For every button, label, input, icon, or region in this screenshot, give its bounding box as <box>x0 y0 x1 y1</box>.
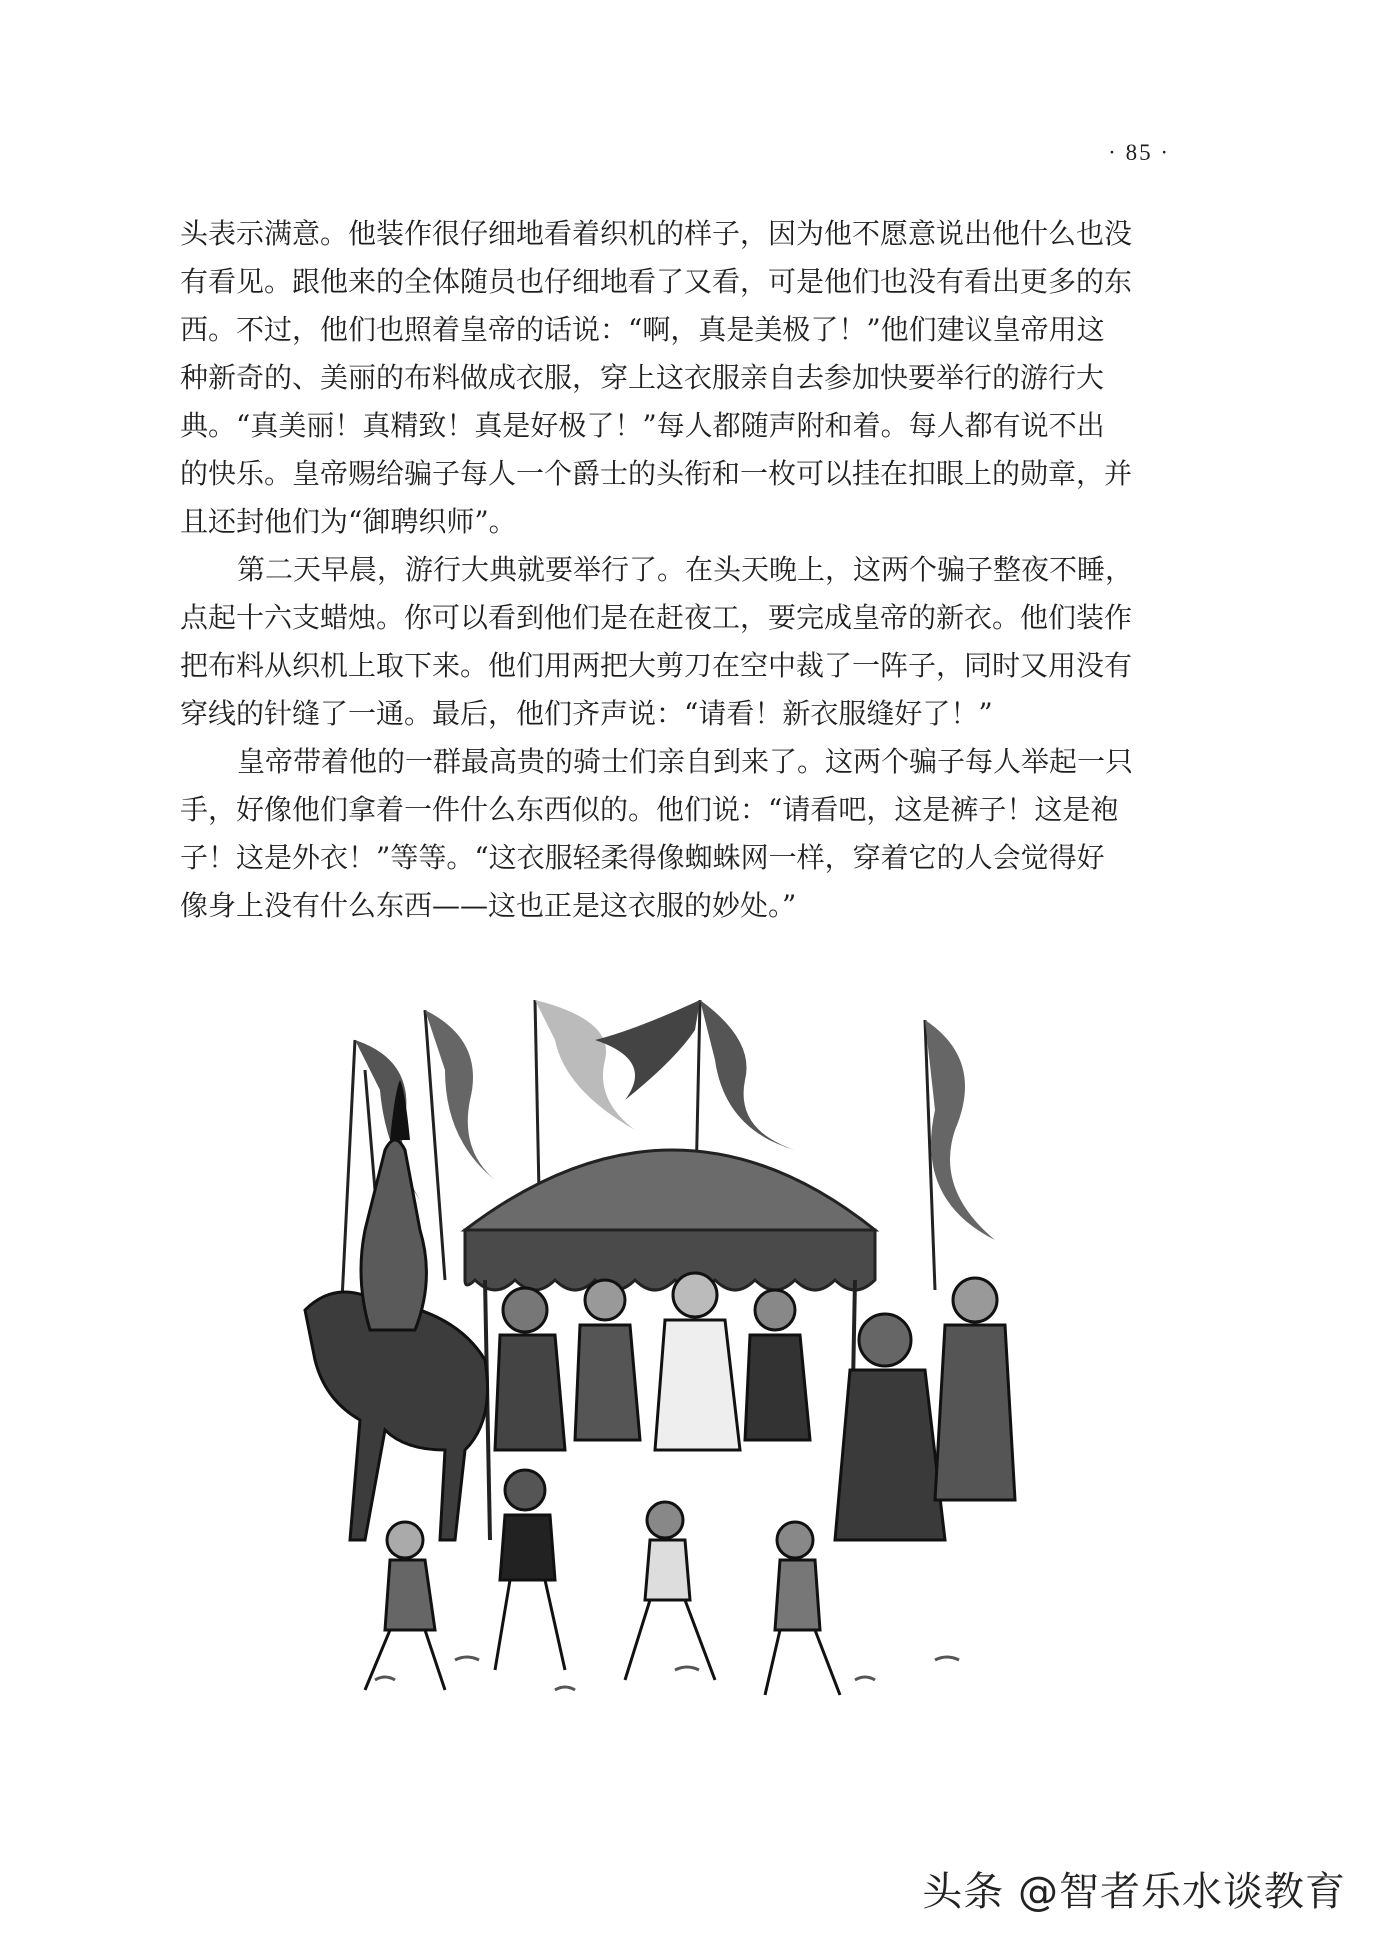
crowd-head <box>673 1273 717 1317</box>
banner <box>700 1000 795 1150</box>
watermark: 头条 @智者乐水谈教育 <box>922 1869 1346 1915</box>
banner <box>535 1000 635 1130</box>
text-line: 有看见。跟他来的全体随员也仔细地看了又看，可是他们也没有看出更多的东 <box>180 265 1133 298</box>
text-line: 穿线的针缝了一通。最后，他们齐声说：“请看！新衣服缝好了！” <box>180 697 993 730</box>
canopy-fringe <box>465 1230 875 1290</box>
crowd-head <box>503 1288 547 1332</box>
crowd-body <box>935 1325 1015 1500</box>
crowd-body <box>655 1320 740 1450</box>
crowd-body <box>495 1335 565 1450</box>
crowd-head <box>953 1278 997 1322</box>
crowd-head <box>859 1314 911 1366</box>
crowd-body <box>835 1370 945 1540</box>
body-text <box>180 210 1180 930</box>
parade-illustration <box>295 980 1055 1710</box>
text-line: 子！这是外衣！”等等。“这衣服轻柔得像蜘蛛网一样，穿着它的人会觉得好 <box>180 841 1105 874</box>
text-line: 的快乐。皇帝赐给骗子每人一个爵士的头衔和一枚可以挂在扣眼上的勋章，并 <box>180 457 1133 490</box>
text-line: 皇帝带着他的一群最高贵的骑士们亲自到来了。这两个骗子每人举起一只 <box>237 745 1134 778</box>
banner <box>595 1000 700 1100</box>
text-line: 头表示满意。他装作很仔细地看着织机的样子，因为他不愿意说出他什么也没 <box>180 217 1133 250</box>
rider <box>361 1140 426 1330</box>
text-line: 种新奇的、美丽的布料做成衣服，穿上这衣服亲自去参加快要举行的游行大 <box>180 361 1105 394</box>
text-line: 第二天早晨，游行大典就要举行了。在头天晚上，这两个骗子整夜不睡， <box>237 553 1134 586</box>
text-line: 西。不过，他们也照着皇帝的话说：“啊，真是美极了！”他们建议皇帝用这 <box>180 313 1105 346</box>
text-line: 典。“真美丽！真精致！真是好极了！”每人都随声附和着。每人都有说不出 <box>180 409 1105 442</box>
crowd-body <box>745 1335 810 1440</box>
text-line: 点起十六支蜡烛。你可以看到他们是在赶夜工，要完成皇帝的新衣。他们装作 <box>180 601 1133 634</box>
crowd-head <box>585 1280 625 1320</box>
banner <box>925 1020 995 1240</box>
canopy-roof <box>465 1150 875 1230</box>
text-line: 手，好像他们拿着一件什么东西似的。他们说：“请看吧，这是裤子！这是袍 <box>180 793 1119 826</box>
text-line: 把布料从织机上取下来。他们用两把大剪刀在空中裁了一阵子，同时又用没有 <box>180 649 1133 682</box>
crowd-body <box>575 1325 640 1440</box>
page-number: · 85 · <box>1108 140 1170 165</box>
text-line: 像身上没有什么东西——这也正是这衣服的妙处。” <box>180 889 797 922</box>
crowd-head <box>755 1290 795 1330</box>
text-line: 且还封他们为“御聘织师”。 <box>180 505 517 538</box>
